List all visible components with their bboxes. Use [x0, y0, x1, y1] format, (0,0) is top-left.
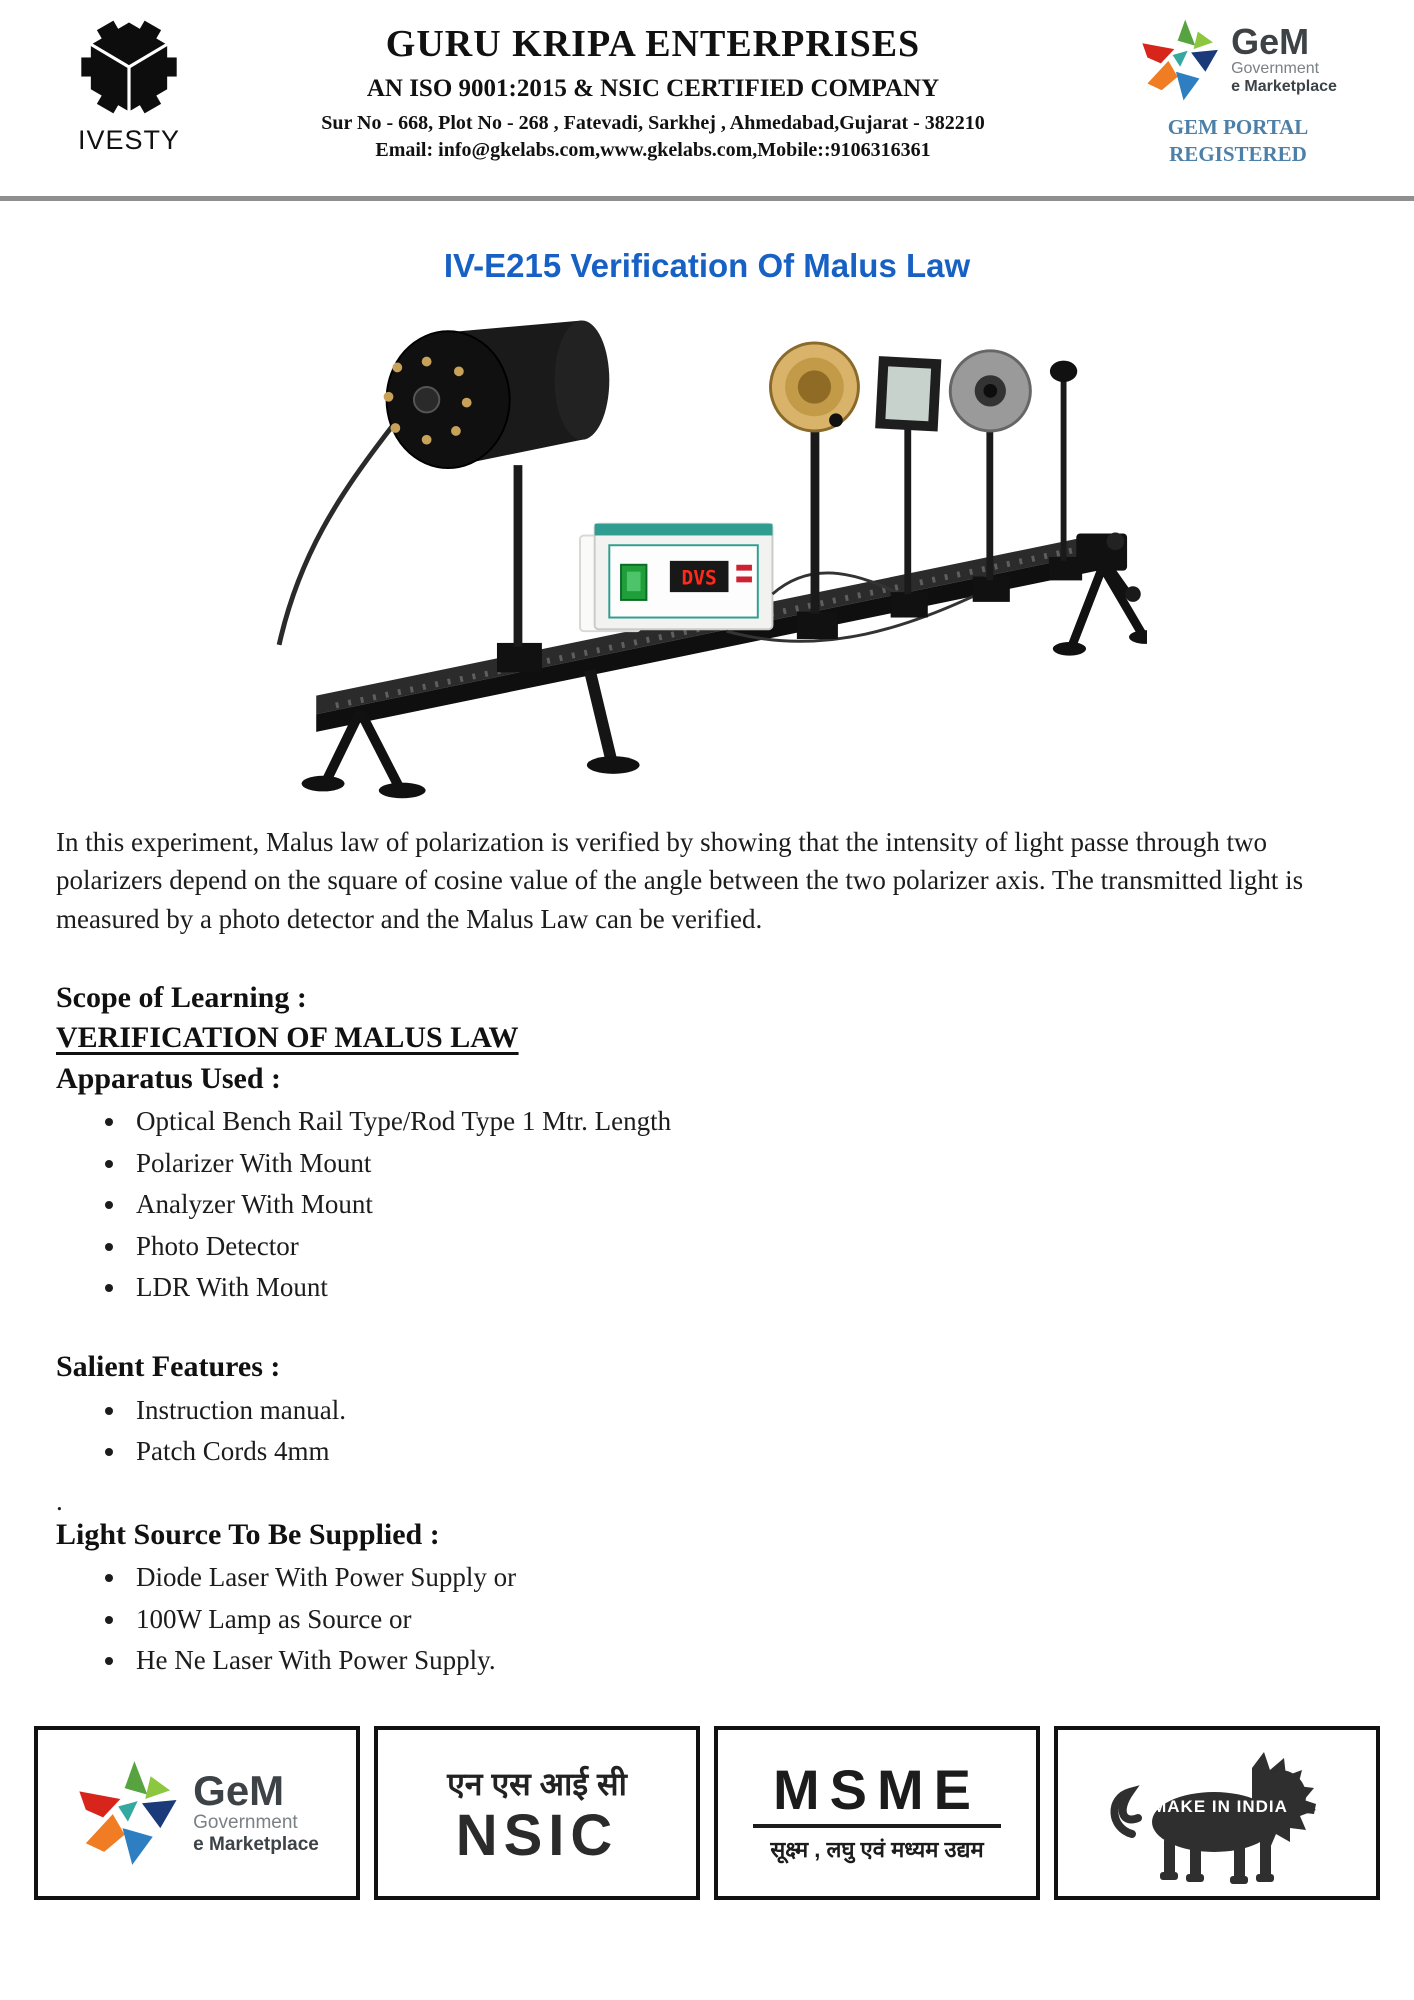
- company-name: GURU KRIPA ENTERPRISES: [385, 23, 921, 65]
- header-divider: [0, 196, 1414, 201]
- power-supply-display: DVS: [681, 566, 717, 590]
- list-item: • Analyzer With Mount: [128, 1188, 1358, 1220]
- list-item: • Patch Cords 4mm: [128, 1435, 1358, 1467]
- footer-logo-strip: [34, 1726, 1380, 1900]
- make-in-india-lion-icon: [1087, 1738, 1347, 1888]
- footer-nsic-box: [374, 1726, 700, 1900]
- light-source-heading: Light Source To Be Supplied :: [56, 1517, 440, 1551]
- ivesty-cube-icon: [76, 14, 182, 120]
- gem-logo-line2: e Marketplace: [1231, 78, 1337, 95]
- features-heading: Salient Features :: [56, 1350, 281, 1384]
- list-item: • Instruction manual.: [128, 1394, 1358, 1426]
- msme-logo-text: MSME: [773, 1758, 981, 1822]
- gem-logo-line1: Government: [193, 1811, 298, 1833]
- company-logo: [44, 10, 214, 156]
- gem-star-icon: [1139, 18, 1223, 102]
- gem-logo-line2: e Marketplace: [193, 1834, 319, 1856]
- optical-bench-illustration: [267, 301, 1147, 809]
- certification-line: AN ISO 9001:2015 & NSIC CERTIFIED COMPANY: [366, 75, 940, 102]
- nsic-hindi-text: एन एस आई सी: [447, 1765, 627, 1802]
- gem-registration-block: [1092, 10, 1384, 169]
- light-source-list: [56, 1561, 1358, 1676]
- scope-heading: Scope of Learning :: [56, 980, 307, 1014]
- footer-gem-box: [34, 1726, 360, 1900]
- list-item: • Polarizer With Mount: [128, 1147, 1358, 1179]
- msme-hindi-text: सूक्ष्म , लघु एवं मध्यम उद्यम: [770, 1837, 984, 1863]
- make-in-india-label: MAKE IN INDIA: [1152, 1797, 1288, 1817]
- header: [0, 0, 1414, 192]
- brand-name: IVESTY: [77, 125, 181, 155]
- address-line: Sur No - 668, Plot No - 268 , Fatevadi, Sarkhej , Ahmedabad,Gujarat - 382210: [321, 112, 985, 134]
- features-list: [56, 1394, 1358, 1468]
- apparatus-heading: Apparatus Used :: [56, 1061, 282, 1095]
- list-item: • Photo Detector: [128, 1230, 1358, 1262]
- product-image: [267, 301, 1147, 809]
- gem-logo-line1: Government: [1231, 59, 1320, 77]
- content-sections: [56, 978, 1358, 1676]
- header-text: [214, 10, 1092, 162]
- stray-period: .: [56, 1485, 63, 1516]
- footer-make-in-india-box: [1054, 1726, 1380, 1900]
- list-item: • He Ne Laser With Power Supply.: [128, 1644, 1358, 1676]
- list-item: • LDR With Mount: [128, 1271, 1358, 1303]
- gem-star-icon: [75, 1759, 183, 1867]
- gem-logo-name: GeM: [193, 1766, 285, 1814]
- nsic-logo-text: NSIC: [455, 1802, 619, 1868]
- gem-portal-line1: GEM PORTAL: [1167, 115, 1309, 139]
- msme-divider: [753, 1824, 1001, 1828]
- experiment-description: In this experiment, Malus law of polarization is verified by showing that the intensity of light passe through two polarizers depend on the square of cosine value of the angle between the two polarizer axis. The transmitted light is measured by a photo detector and the Malus Law can be verified.: [56, 827, 1304, 934]
- scope-subheading: VERIFICATION OF MALUS LAW: [56, 1021, 519, 1055]
- list-item: • Diode Laser With Power Supply or: [128, 1561, 1358, 1593]
- footer-msme-box: [714, 1726, 1040, 1900]
- list-item: • 100W Lamp as Source or: [128, 1603, 1358, 1635]
- contact-line: Email: info@gkelabs.com,www.gkelabs.com,Mobile::9106316361: [375, 139, 931, 161]
- list-item: • Optical Bench Rail Type/Rod Type 1 Mtr. Length: [128, 1105, 1358, 1137]
- gem-portal-line2: REGISTERED: [1169, 142, 1307, 167]
- apparatus-list: [56, 1105, 1358, 1303]
- gem-logo-name: GeM: [1231, 20, 1310, 62]
- page-title: IV-E215 Verification Of Malus Law: [443, 247, 971, 284]
